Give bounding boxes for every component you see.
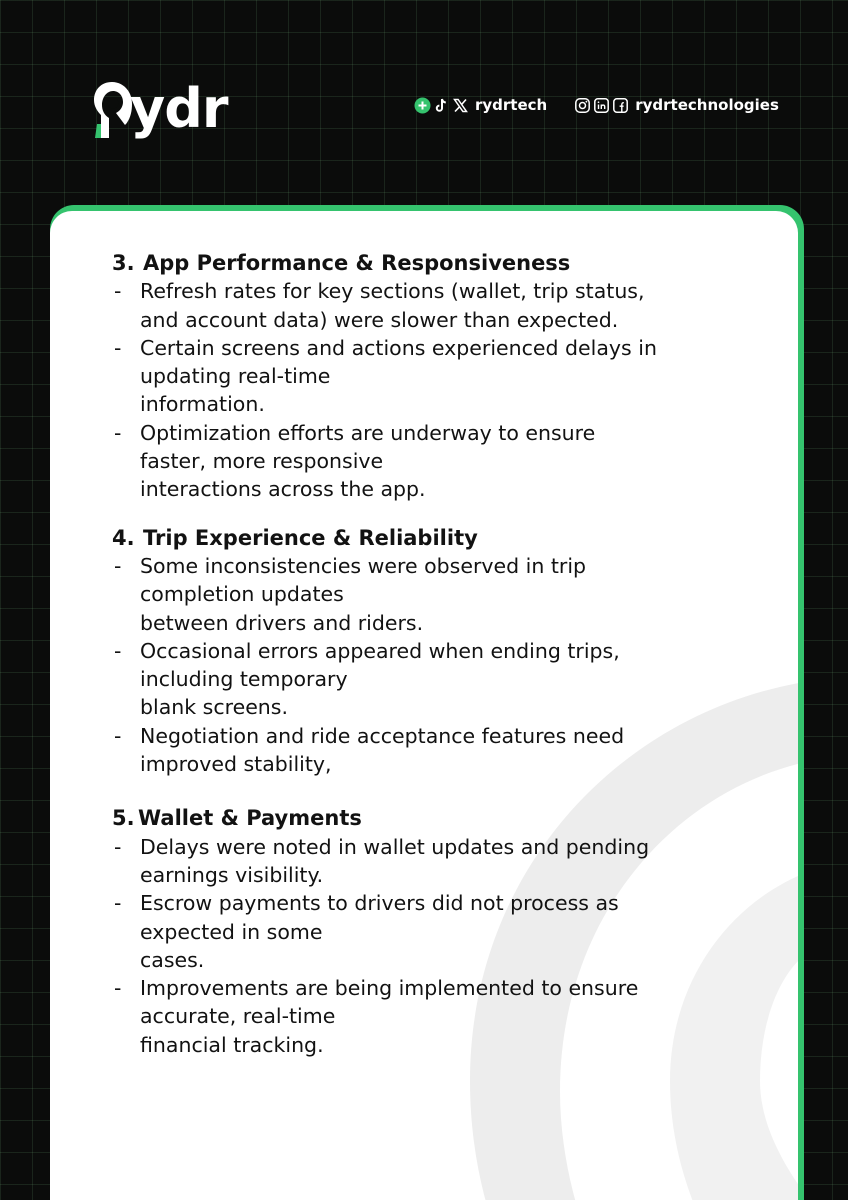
- list-item: [112, 552, 752, 637]
- handle-rydrtechnologies: rydrtechnologies: [635, 96, 779, 114]
- section-title: Wallet & Payments: [138, 806, 362, 831]
- section-trip-experience: [112, 524, 752, 779]
- list-item: [112, 889, 752, 974]
- bullet-text: Negotiation and ride acceptance features need improved stability,: [140, 723, 625, 777]
- list-item: [112, 974, 752, 1059]
- list-item: [112, 419, 752, 504]
- section-title: App Performance & Responsiveness: [143, 251, 571, 275]
- bullet-marker: -: [114, 279, 122, 304]
- social-links: [414, 96, 779, 114]
- social-group-rydrtechnologies[interactable]: [574, 96, 779, 114]
- bullet-marker: -: [114, 335, 122, 360]
- bullet-text: Occasional errors appeared when ending trips, including temporary blank screens.: [140, 638, 620, 720]
- facebook-icon: [612, 97, 629, 114]
- section-number: 4.: [112, 525, 135, 550]
- content-card: [50, 211, 798, 1200]
- list-item: [112, 833, 752, 890]
- section-title: Trip Experience & Reliability: [143, 525, 478, 550]
- bullet-marker: -: [114, 553, 122, 578]
- section-heading: [112, 249, 752, 277]
- section-number: 3.: [112, 251, 135, 275]
- section-wallet-payments: [112, 804, 752, 1059]
- list-item: [112, 334, 752, 419]
- bullet-text: Escrow payments to drivers did not process as expected in some cases.: [140, 891, 619, 972]
- section-heading: [112, 804, 752, 832]
- brand-logo: [92, 77, 228, 140]
- list-item: [112, 722, 752, 779]
- plus-icon: [414, 97, 431, 114]
- bullet-marker: -: [114, 976, 122, 1001]
- bullet-marker: -: [114, 891, 122, 916]
- tiktok-icon: [433, 97, 450, 114]
- linkedin-icon: [593, 97, 610, 114]
- social-group-rydrtech[interactable]: [414, 96, 547, 114]
- bullet-text: Some inconsistencies were observed in trip completion updates between drivers and riders.: [140, 553, 587, 635]
- bullet-text: Delays were noted in wallet updates and pending earnings visibility.: [140, 834, 650, 887]
- instagram-icon: [574, 97, 591, 114]
- bullet-text: Certain screens and actions experienced delays in updating real-time information.: [140, 335, 657, 417]
- bullet-text: Improvements are being implemented to ensure accurate, real-time financial tracking.: [140, 976, 639, 1057]
- bullet-marker: -: [114, 723, 122, 748]
- bullet-marker: -: [114, 834, 122, 859]
- bullet-marker: -: [114, 420, 122, 445]
- logo-wordmark: ydr: [130, 77, 228, 140]
- x-icon: [452, 97, 469, 114]
- report-content: [112, 249, 752, 1079]
- section-heading: [112, 524, 752, 552]
- list-item: [112, 277, 752, 334]
- list-item: [112, 637, 752, 722]
- handle-rydrtech: rydrtech: [475, 96, 548, 114]
- section-app-performance: [112, 249, 752, 504]
- bullet-text: Optimization efforts are underway to ensure faster, more responsive interactions across the app.: [140, 420, 596, 502]
- section-number: 5.: [112, 806, 135, 831]
- bullet-text: Refresh rates for key sections (wallet, trip status, and account data) were slower than expected.: [140, 279, 645, 332]
- bullet-marker: -: [114, 638, 122, 663]
- logo-pin-mark: [92, 80, 132, 140]
